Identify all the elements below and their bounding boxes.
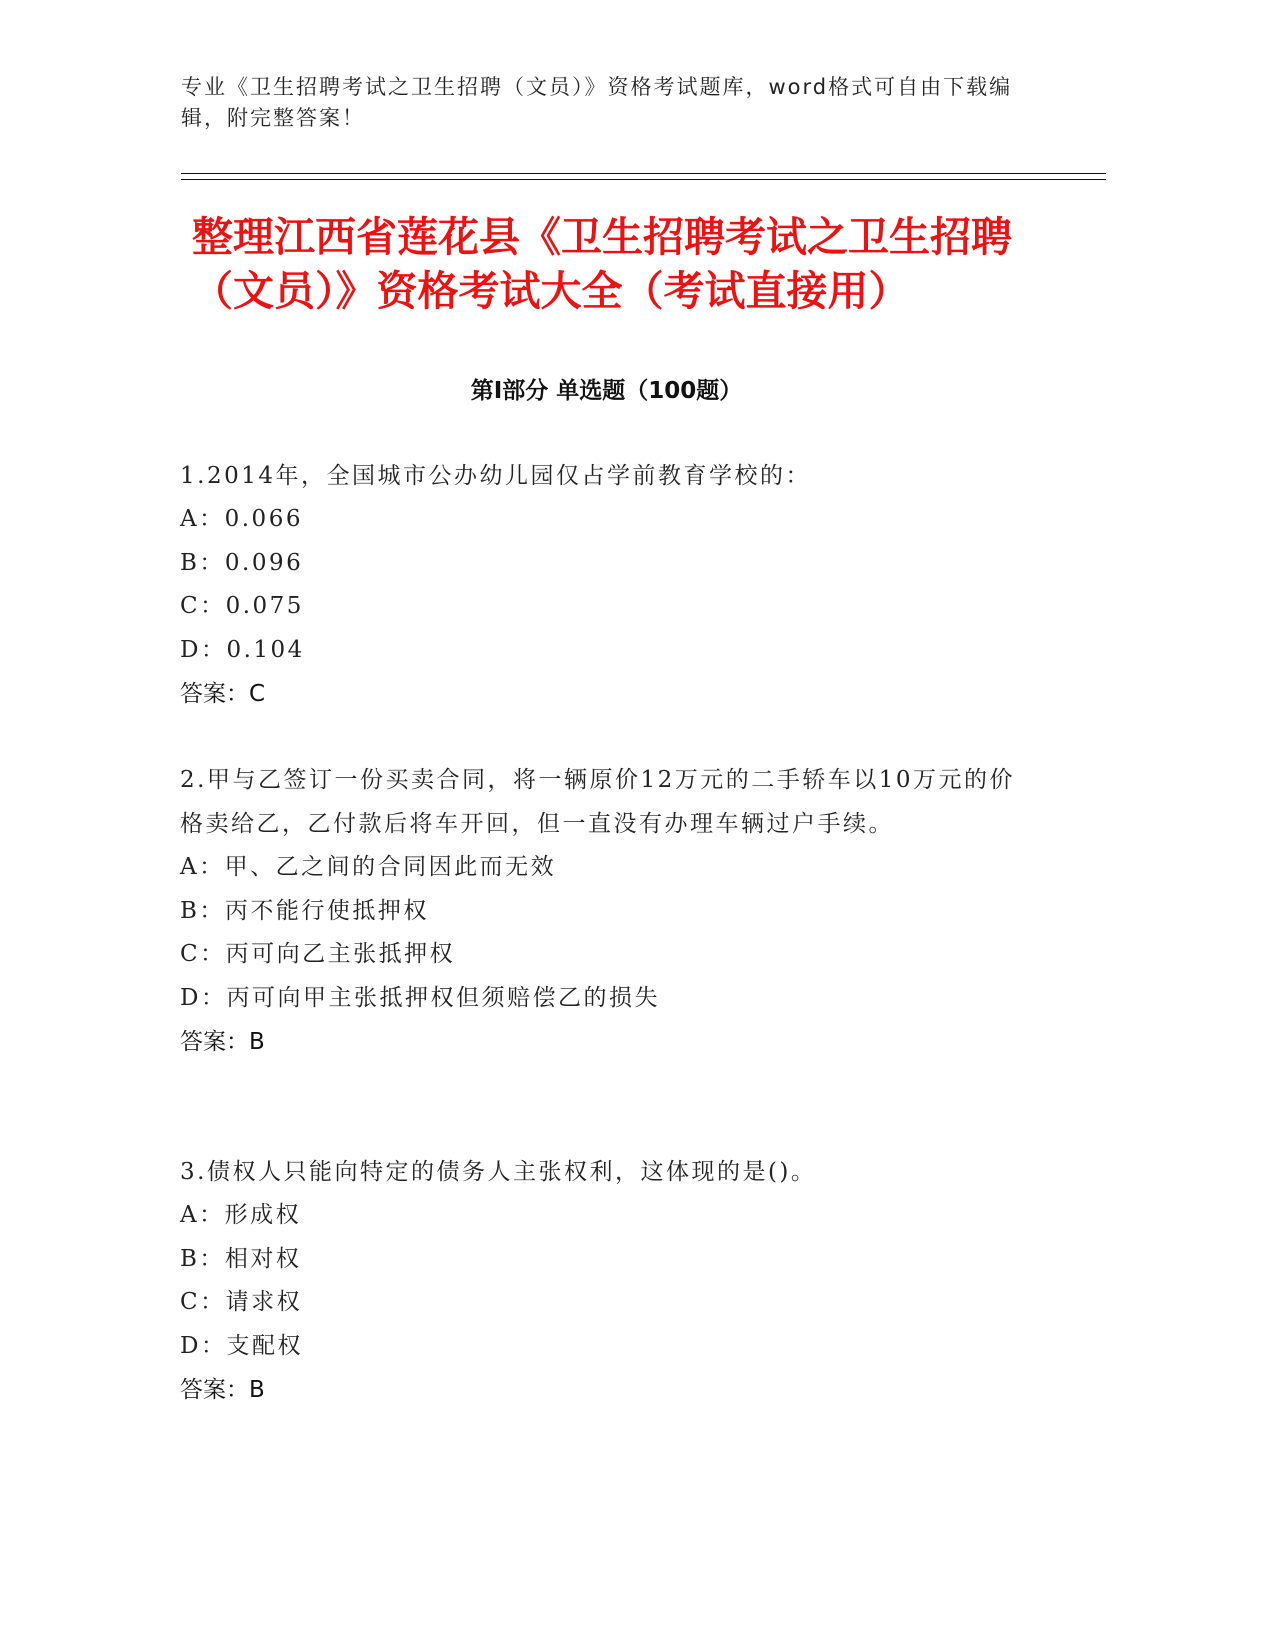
option-c: C：丙可向乙主张抵押权 bbox=[180, 941, 456, 967]
option-c: C：请求权 bbox=[180, 1289, 303, 1315]
section-title: 第Ⅰ部分 单选题（100题） bbox=[470, 378, 743, 404]
header-note: 专业《卫生招聘考试之卫生招聘（文员）》资格考试题库，word格式可自由下载编辑，附完整答案！ bbox=[181, 75, 1013, 130]
header-divider-thin bbox=[181, 179, 1106, 180]
question-3 bbox=[180, 1150, 1030, 1412]
answer: 答案：B bbox=[180, 1377, 265, 1403]
question-1 bbox=[180, 454, 1030, 716]
option-d: D：丙可向甲主张抵押权但须赔偿乙的损失 bbox=[180, 984, 660, 1011]
answer: 答案：B bbox=[180, 1029, 265, 1055]
answer: 答案：C bbox=[180, 681, 266, 707]
header-divider bbox=[181, 173, 1106, 174]
option-c: C：0.075 bbox=[180, 593, 304, 619]
option-b: B：丙不能行使抵押权 bbox=[180, 897, 429, 924]
option-d: D：0.104 bbox=[180, 636, 305, 663]
option-b: B：相对权 bbox=[180, 1245, 302, 1272]
question-2 bbox=[180, 758, 1030, 1064]
option-b: B：0.096 bbox=[180, 549, 304, 576]
option-a: A：形成权 bbox=[180, 1202, 302, 1228]
question-stem: 3.债权人只能向特定的债务人主张权利，这体现的是()。 bbox=[180, 1159, 817, 1185]
document-title: 整理江西省莲花县《卫生招聘考试之卫生招聘（文员）》资格考试大全（考试直接用） bbox=[192, 213, 1012, 315]
option-a: A：0.066 bbox=[180, 506, 303, 532]
question-stem: 1.2014年，全国城市公办幼儿园仅占学前教育学校的： bbox=[180, 463, 811, 489]
question-stem: 2.甲与乙签订一份买卖合同，将一辆原价12万元的二手轿车以10万元的价格卖给乙，乙付款后将车开回，但一直没有办理车辆过户手续。 bbox=[180, 767, 1015, 837]
option-d: D：支配权 bbox=[180, 1332, 303, 1359]
option-a: A：甲、乙之间的合同因此而无效 bbox=[180, 854, 557, 880]
